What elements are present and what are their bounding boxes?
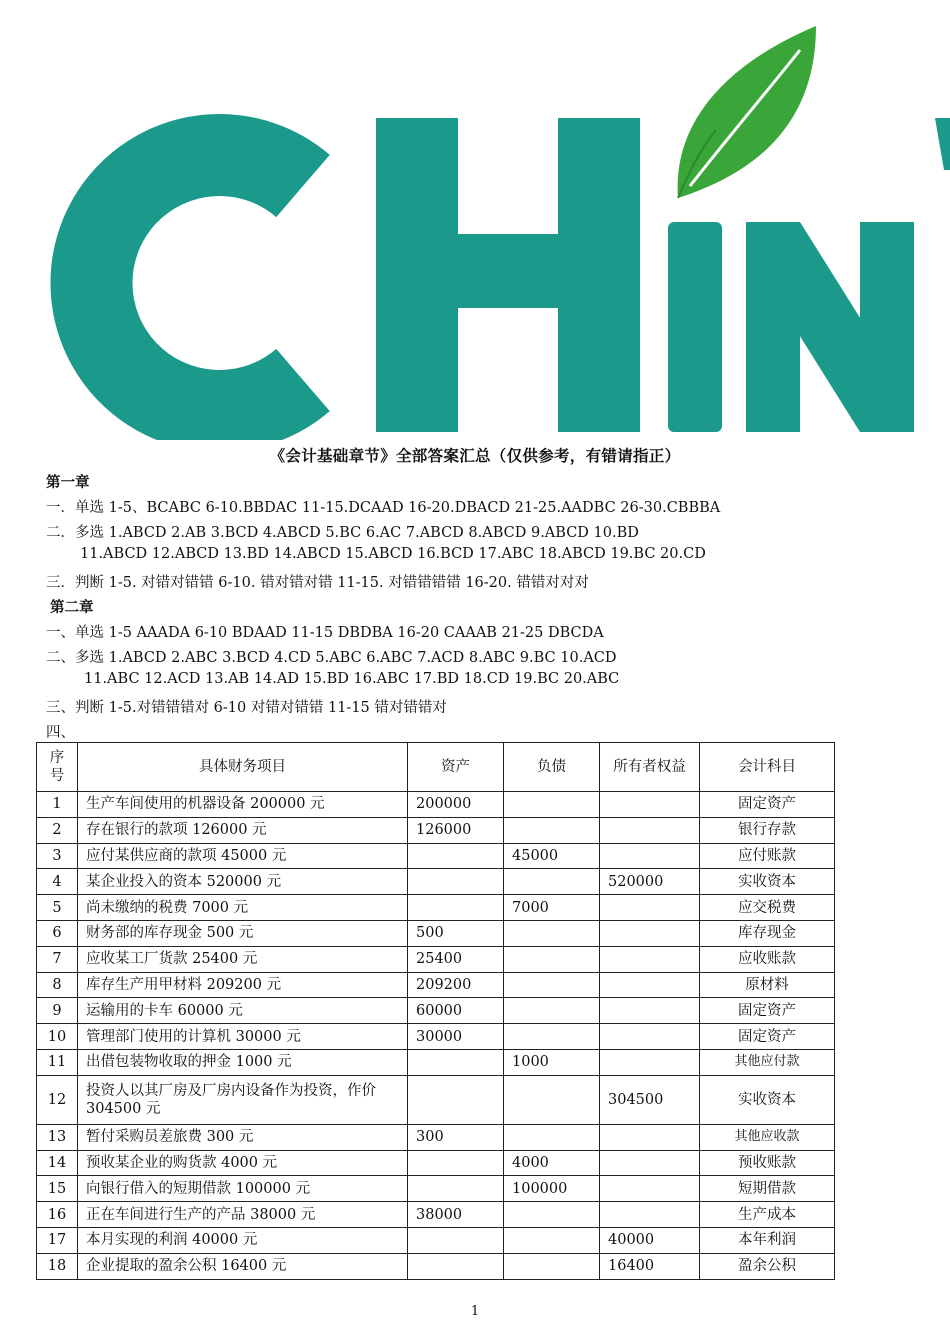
row-item: 管理部门使用的计算机 30000 元 <box>78 1024 408 1050</box>
row-seq: 4 <box>37 869 78 895</box>
row-liability: 1000 <box>504 1049 600 1075</box>
row-seq: 17 <box>37 1227 78 1253</box>
table-row <box>37 1124 835 1150</box>
row-item: 某企业投入的资本 520000 元 <box>78 869 408 895</box>
row-subject: 实收资本 <box>700 1075 835 1124</box>
page-number: 1 <box>470 1304 480 1319</box>
row-asset <box>408 1227 504 1253</box>
row-equity <box>600 1124 700 1150</box>
table-row <box>37 920 835 946</box>
ch2-multi-choice-line2: 11.ABC 12.ACD 13.AB 14.AD 15.BD 16.ABC 17.BD 18.CD 19.BC 20.ABC <box>84 671 620 687</box>
row-asset: 200000 <box>408 792 504 818</box>
row-asset <box>408 1253 504 1279</box>
row-equity <box>600 1150 700 1176</box>
ch1-true-false: 三．判断 1-5. 对错对错错 6-10. 错对错对错 11-15. 对错错错错 16-20. 错错对对对 <box>46 575 589 591</box>
row-item: 向银行借入的短期借款 100000 元 <box>78 1176 408 1202</box>
row-subject: 盈余公积 <box>700 1253 835 1279</box>
row-item: 投资人以其厂房及厂房内设备作为投资，作价 304500 元 <box>78 1075 408 1124</box>
row-liability <box>504 1202 600 1228</box>
table-row <box>37 1049 835 1075</box>
row-subject: 应交税费 <box>700 895 835 921</box>
row-liability <box>504 998 600 1024</box>
row-item: 库存生产用甲材料 209200 元 <box>78 972 408 998</box>
row-item: 尚未缴纳的税费 7000 元 <box>78 895 408 921</box>
row-seq: 14 <box>37 1150 78 1176</box>
logo-letters <box>91 118 950 432</box>
row-asset: 30000 <box>408 1024 504 1050</box>
row-seq: 10 <box>37 1024 78 1050</box>
document-title: 《会计基础章节》全部答案汇总（仅供参考，有错请指正） <box>269 446 681 465</box>
row-liability <box>504 869 600 895</box>
header-liability: 负债 <box>504 743 600 792</box>
leaf-icon <box>678 26 816 198</box>
table-row <box>37 792 835 818</box>
china-logo <box>0 0 950 440</box>
table-row <box>37 895 835 921</box>
table-row <box>37 972 835 998</box>
table-row <box>37 1075 835 1124</box>
row-asset <box>408 895 504 921</box>
row-asset: 25400 <box>408 946 504 972</box>
row-subject: 固定资产 <box>700 792 835 818</box>
row-subject: 银行存款 <box>700 817 835 843</box>
table-row <box>37 817 835 843</box>
row-item: 财务部的库存现金 500 元 <box>78 920 408 946</box>
table-row <box>37 998 835 1024</box>
table-row <box>37 1253 835 1279</box>
row-item: 应收某工厂货款 25400 元 <box>78 946 408 972</box>
row-equity <box>600 792 700 818</box>
row-subject: 固定资产 <box>700 1024 835 1050</box>
row-equity <box>600 817 700 843</box>
row-equity <box>600 895 700 921</box>
table-row <box>37 1024 835 1050</box>
row-seq: 13 <box>37 1124 78 1150</box>
table-row <box>37 1150 835 1176</box>
section-four-label: 四、 <box>46 725 75 741</box>
row-liability <box>504 1075 600 1124</box>
ch2-single-choice: 一、单选 1-5 AAADA 6-10 BDAAD 11-15 DBDBA 16-20 CAAAB 21-25 DBCDA <box>46 625 604 641</box>
row-equity <box>600 1176 700 1202</box>
row-seq: 16 <box>37 1202 78 1228</box>
header-equity: 所有者权益 <box>600 743 700 792</box>
header-asset: 资产 <box>408 743 504 792</box>
row-equity <box>600 1049 700 1075</box>
row-equity <box>600 1202 700 1228</box>
row-asset <box>408 869 504 895</box>
row-subject: 固定资产 <box>700 998 835 1024</box>
row-item: 预收某企业的购货款 4000 元 <box>78 1150 408 1176</box>
row-item: 应付某供应商的款项 45000 元 <box>78 843 408 869</box>
row-subject: 原材料 <box>700 972 835 998</box>
row-seq: 11 <box>37 1049 78 1075</box>
row-subject: 应付账款 <box>700 843 835 869</box>
ch1-single-choice: 一．单选 1-5、BCABC 6-10.BBDAC 11-15.DCAAD 16-20.DBACD 21-25.AADBC 26-30.CBBBA <box>46 500 721 516</box>
row-equity: 16400 <box>600 1253 700 1279</box>
row-item: 企业提取的盈余公积 16400 元 <box>78 1253 408 1279</box>
chapter-1-heading: 第一章 <box>46 474 90 491</box>
header-subject: 会计科目 <box>700 743 835 792</box>
row-subject: 预收账款 <box>700 1150 835 1176</box>
row-item: 暂付采购员差旅费 300 元 <box>78 1124 408 1150</box>
row-liability: 4000 <box>504 1150 600 1176</box>
row-asset: 500 <box>408 920 504 946</box>
row-liability <box>504 920 600 946</box>
row-asset <box>408 843 504 869</box>
row-asset <box>408 1075 504 1124</box>
row-item: 正在车间进行生产的产品 38000 元 <box>78 1202 408 1228</box>
table-row <box>37 1176 835 1202</box>
row-liability <box>504 972 600 998</box>
table-row <box>37 1202 835 1228</box>
row-subject: 本年利润 <box>700 1227 835 1253</box>
row-liability <box>504 1024 600 1050</box>
row-seq: 1 <box>37 792 78 818</box>
row-asset: 300 <box>408 1124 504 1150</box>
row-subject: 短期借款 <box>700 1176 835 1202</box>
row-liability <box>504 817 600 843</box>
row-item: 生产车间使用的机器设备 200000 元 <box>78 792 408 818</box>
row-seq: 9 <box>37 998 78 1024</box>
row-equity <box>600 843 700 869</box>
row-equity: 40000 <box>600 1227 700 1253</box>
row-asset: 126000 <box>408 817 504 843</box>
row-seq: 15 <box>37 1176 78 1202</box>
row-liability <box>504 946 600 972</box>
row-equity: 520000 <box>600 869 700 895</box>
row-item: 本月实现的利润 40000 元 <box>78 1227 408 1253</box>
row-subject: 应收账款 <box>700 946 835 972</box>
ch1-multi-choice-line2: 11.ABCD 12.ABCD 13.BD 14.ABCD 15.ABCD 16.BCD 17.ABC 18.ABCD 19.BC 20.CD <box>80 546 706 562</box>
row-equity <box>600 946 700 972</box>
table-row <box>37 946 835 972</box>
row-asset: 209200 <box>408 972 504 998</box>
row-seq: 2 <box>37 817 78 843</box>
ch2-true-false: 三、判断 1-5.对错错错对 6-10 对错对错错 11-15 错对错错对 <box>46 700 447 716</box>
row-asset <box>408 1176 504 1202</box>
row-liability: 45000 <box>504 843 600 869</box>
row-equity: 304500 <box>600 1075 700 1124</box>
row-item: 运输用的卡车 60000 元 <box>78 998 408 1024</box>
row-liability <box>504 1124 600 1150</box>
row-liability <box>504 1253 600 1279</box>
row-subject: 生产成本 <box>700 1202 835 1228</box>
row-asset <box>408 1049 504 1075</box>
row-liability: 100000 <box>504 1176 600 1202</box>
ch1-multi-choice-line1: 二．多选 1.ABCD 2.AB 3.BCD 4.ABCD 5.BC 6.AC 7.ABCD 8.ABCD 9.ABCD 10.BD <box>46 525 639 541</box>
table-row <box>37 869 835 895</box>
row-subject: 实收资本 <box>700 869 835 895</box>
row-asset: 38000 <box>408 1202 504 1228</box>
row-seq: 7 <box>37 946 78 972</box>
table-row <box>37 843 835 869</box>
row-subject: 库存现金 <box>700 920 835 946</box>
table-header-row <box>37 743 835 792</box>
header-seq: 序号 <box>37 743 78 792</box>
row-equity <box>600 972 700 998</box>
row-equity <box>600 1024 700 1050</box>
row-seq: 5 <box>37 895 78 921</box>
row-seq: 8 <box>37 972 78 998</box>
accounting-table <box>36 742 835 1280</box>
row-equity <box>600 920 700 946</box>
header-item: 具体财务项目 <box>78 743 408 792</box>
chapter-2-heading: 第二章 <box>50 599 94 616</box>
row-liability <box>504 792 600 818</box>
row-seq: 6 <box>37 920 78 946</box>
ch2-multi-choice-line1: 二、多选 1.ABCD 2.ABC 3.BCD 4.CD 5.ABC 6.ABC 7.ACD 8.ABC 9.BC 10.ACD <box>46 650 617 666</box>
row-seq: 18 <box>37 1253 78 1279</box>
table-row <box>37 1227 835 1253</box>
row-item: 存在银行的款项 126000 元 <box>78 817 408 843</box>
row-liability: 7000 <box>504 895 600 921</box>
row-asset <box>408 1150 504 1176</box>
row-seq: 12 <box>37 1075 78 1124</box>
row-subject: 其他应付款 <box>700 1049 835 1075</box>
row-item: 出借包装物收取的押金 1000 元 <box>78 1049 408 1075</box>
row-asset: 60000 <box>408 998 504 1024</box>
row-liability <box>504 1227 600 1253</box>
row-equity <box>600 998 700 1024</box>
row-seq: 3 <box>37 843 78 869</box>
row-subject: 其他应收款 <box>700 1124 835 1150</box>
